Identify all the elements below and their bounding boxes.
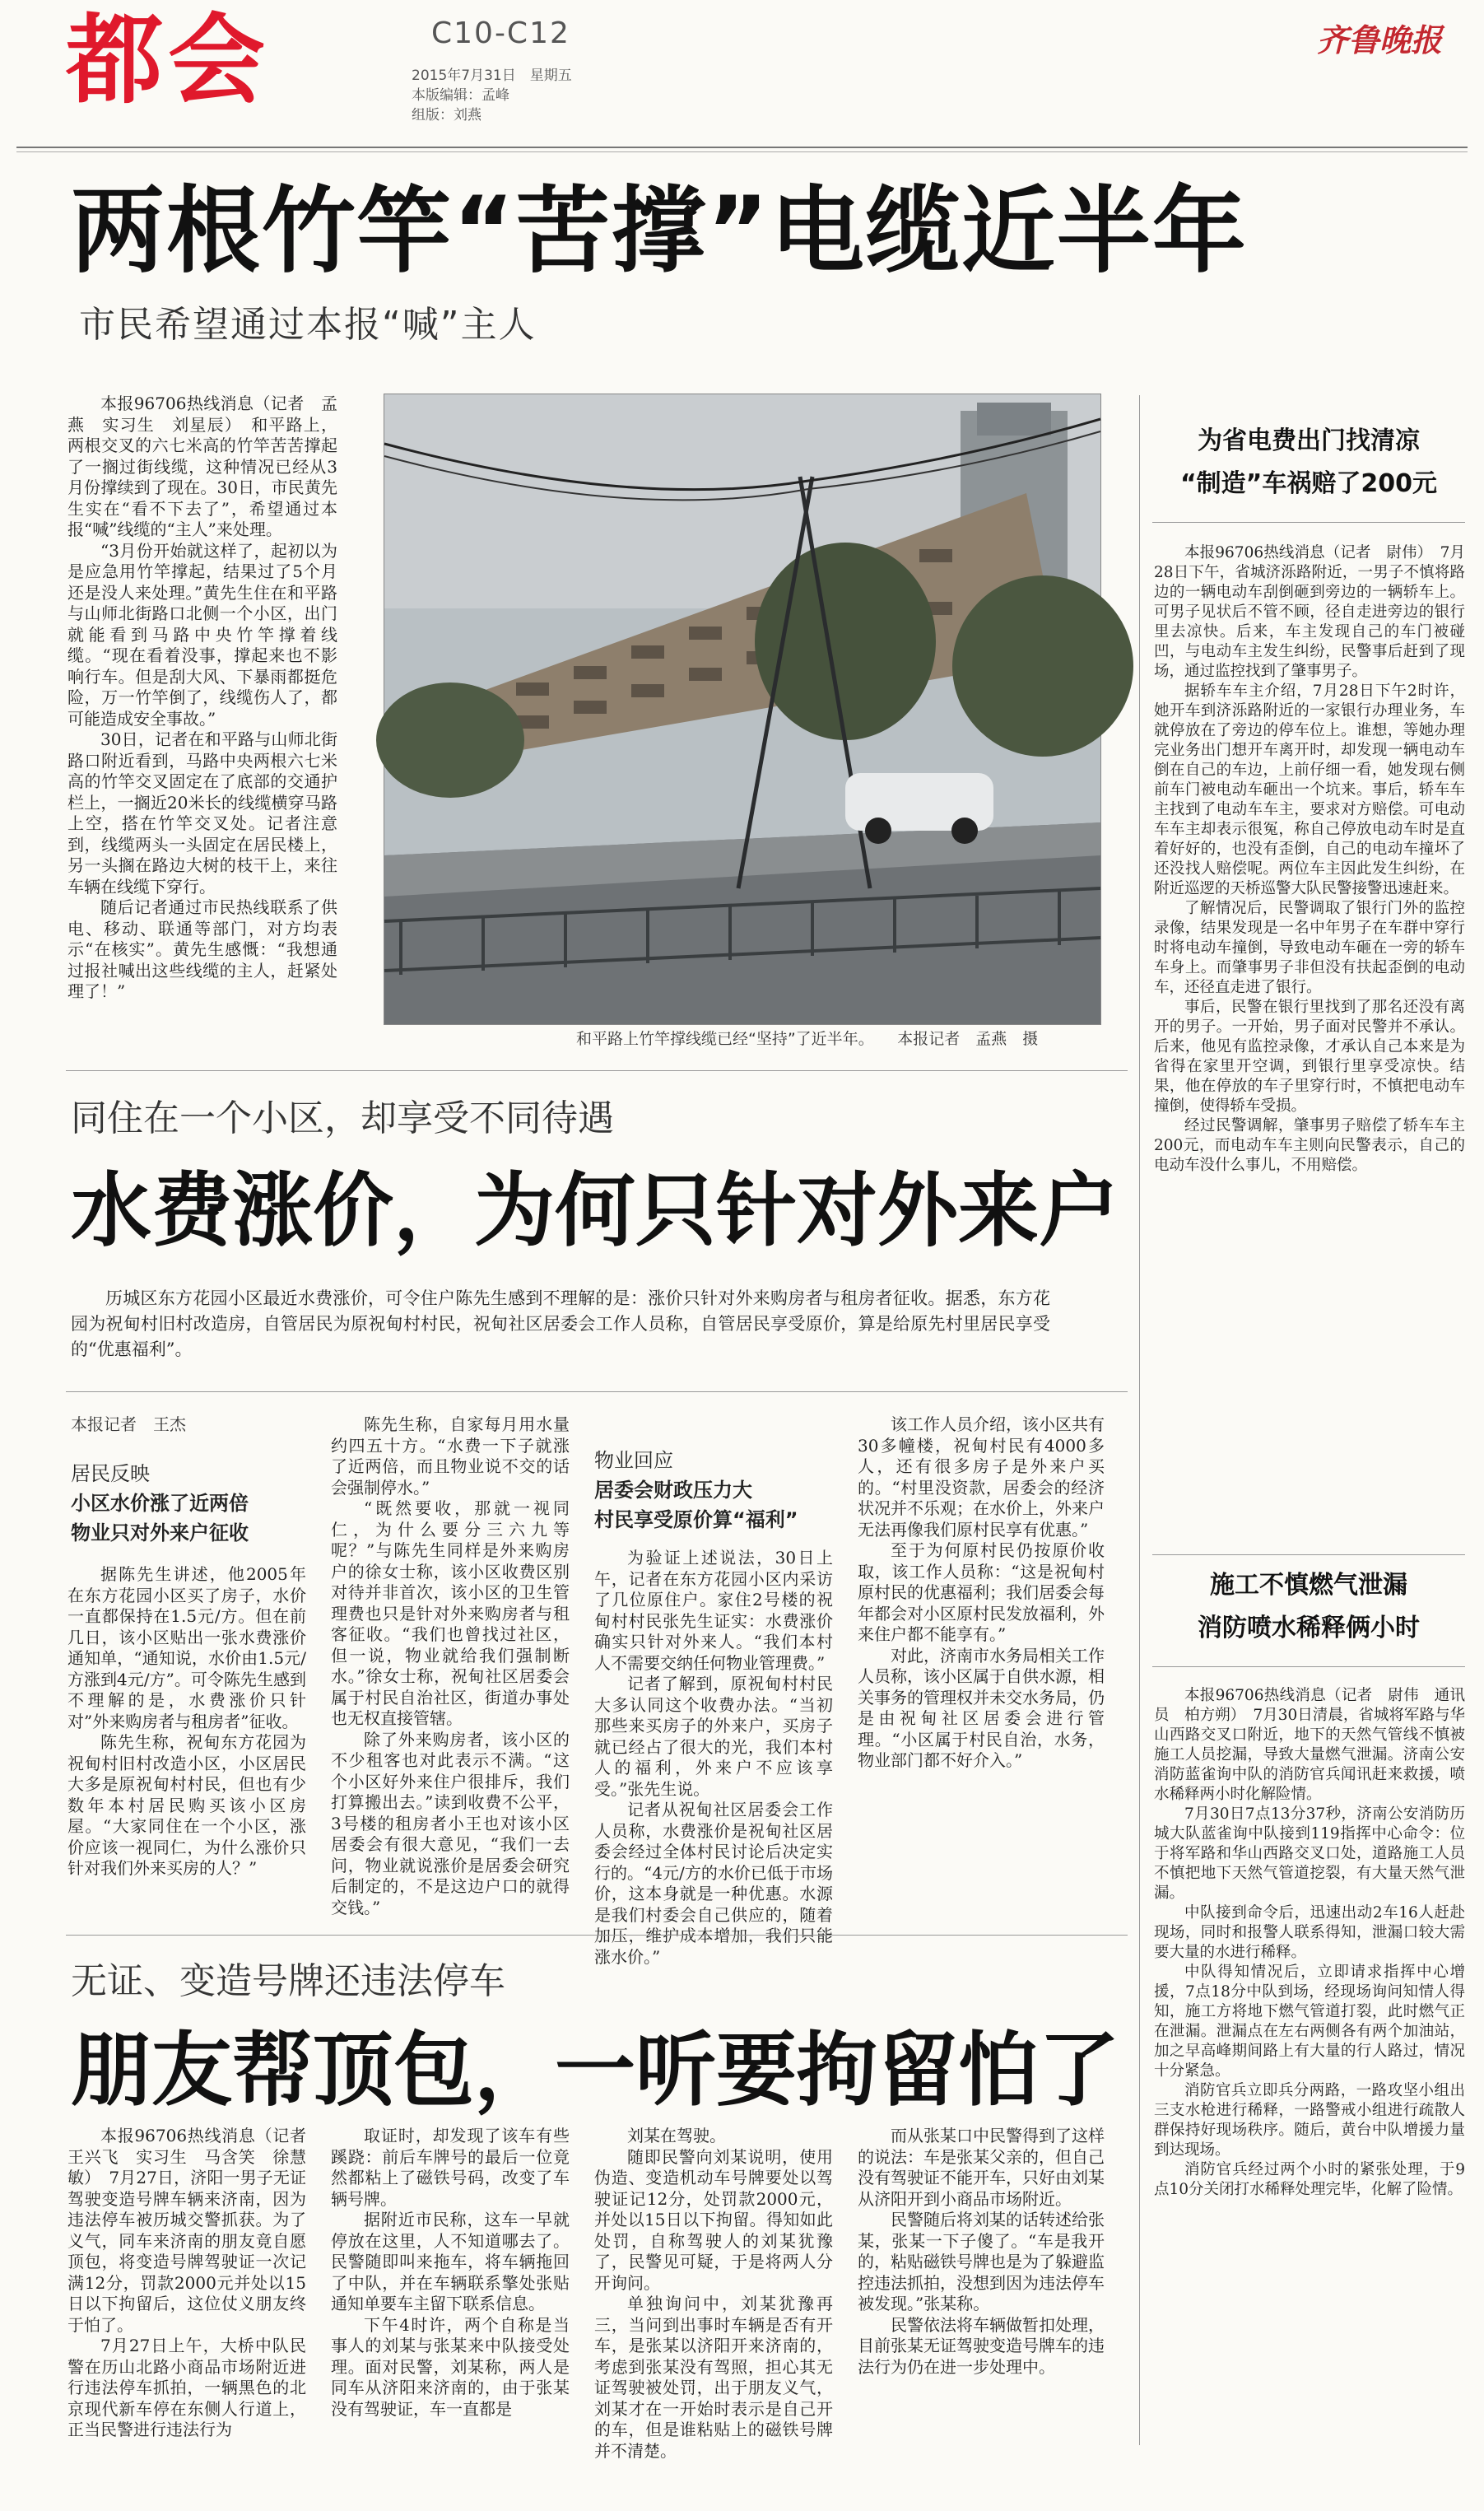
story2-paragraph: 陈先生称，自家每月用水量约四五十方。“水费一下子就涨了近两倍，而且物业说不交的话会强制停水。” bbox=[331, 1414, 570, 1498]
story3-paragraph: 刘某在驾驶。 bbox=[627, 2126, 726, 2145]
story1-paragraph: “3月份开始就这样了，起初以为是应急用竹竿撑起，结果过了5个月还是没人来处理。”黄先生住在和平路与山师北街路口北侧一个小区，出门就能看到马路中央竹竿撑着线缆。“现在看着没事，撑起来也不影响行车。但是刮大风、下暴雨都挺危险，万一竹竿倒了，线缆伤人了，都可能造成安全事故。” bbox=[67, 540, 337, 729]
story-separator bbox=[66, 1391, 1128, 1392]
story2-col2 bbox=[331, 1414, 570, 1917]
sidebar-paragraph: 据轿车车主介绍，7月28日下午2时许，她开车到济泺路附近的一家银行办理业务，车就停放在了旁边的停车位上。谁想，等她办理完业务出门想开车离开时，却发现一辆电动车倒在自己的车边，上前仔细一看，她发现右侧前车门被电动车砸出一个坑来。事后，轿车车主找到了电动车车主，要求对方赔偿。可电动车车主却表示很冤，称自己停放电动车时是直着好好的，也没有歪倒，自己的电动车撞坏了还没找人赔偿呢。两位车主因此发生纠纷，在附近巡逻的天桥巡警大队民警接警迅速赶来。 bbox=[1154, 682, 1465, 897]
story2-paragraph: 对此，济南市水务局相关工作人员称，该小区属于自供水源，相关事务的管理权并未交水务局，仍是由祝甸社区居委会进行管理。“小区属于村民自治，水务，物业部门都不好介入。” bbox=[858, 1645, 1105, 1770]
title-line: 为省电费出门找清凉 bbox=[1198, 426, 1420, 455]
subhead-line: 小区水价涨了近两倍 bbox=[71, 1492, 249, 1515]
story2-paragraph: “既然要收，那就一视同仁，为什么要分三六九等呢？”与陈先生同样是外来购房户的徐女士称，该小区收费区别对待并非首次，该小区的卫生管理费也只是针对外来购房者与租客征收。“我们也曾找过社区，但一说，物业就给我们强制断水。”徐女士称，祝甸社区居委会属于村民自治社区，街道办事处也无权直接管辖。 bbox=[331, 1498, 570, 1728]
story3-paragraph: 而从张某口中民警得到了这样的说法：车是张某父亲的，但自己没有驾驶证不能开车，只好由刘某从济阳开到小商品市场附近。 bbox=[858, 2126, 1105, 2209]
sidebar-story-a-title bbox=[1152, 420, 1465, 505]
story3-paragraph: 7月27日上午，大桥中队民警在历山北路小商品市场附近进行违法停车抓拍，一辆黑色的北京现代新车停在东侧人行道上，正当民警进行违法行为 bbox=[67, 2336, 306, 2439]
story1-subheadline: 市民希望通过本报“喊”主人 bbox=[79, 304, 537, 346]
story2-headline: 水费涨价，为何只针对外来户 bbox=[71, 1164, 1120, 1258]
subhead-label: 物业回应 bbox=[594, 1449, 673, 1472]
story1-paragraph: 30日，记者在和平路与山师北街路口附近看到，马路中央两根六七米高的竹竿交叉固定在了底部的交通护栏上，一搁近20米长的线缆横穿马路上空，搭在竹竿交叉处。记者注意到，线缆两头一头固定在居民楼上，另一头搁在路边大树的枝干上，来往车辆在线缆下穿行。 bbox=[67, 729, 337, 897]
masthead-rule-thin bbox=[16, 151, 1468, 152]
story2-kicker: 同住在一个小区，却享受不同待遇 bbox=[71, 1097, 614, 1139]
sidebar-paragraph: 经过民警调解，肇事男子赔偿了轿车车主200元，而电动车车主则向民警表示，自己的电动车没什么事儿，不用赔偿。 bbox=[1154, 1117, 1465, 1174]
story2-subhead-reaction bbox=[71, 1459, 318, 1548]
story2-paragraph: 至于为何原村民仍按原价收取，该工作人员称：“这是祝甸村原村民的优惠福利；我们居委会每年都会对小区原村民发放福利，外来住户都不能享有。” bbox=[858, 1540, 1105, 1644]
page-range: C10-C12 bbox=[431, 16, 570, 50]
story2-paragraph: 除了外来购房者，该小区的不少租客也对此表示不满。“这个小区好外来住户很排斥，我们打算搬出去。”读到收费不公平，3号楼的租房者小王也对该小区居委会有很大意见，“我们一去问，物业就说涨价是居委会研究后制定的，不是这边户口的就得交钱。” bbox=[331, 1729, 570, 1917]
sidebar-paragraph: 消防官兵经过两个小时的紧张处理，于9点10分关闭打水稀释处理完毕，化解了险情。 bbox=[1154, 2161, 1465, 2198]
subhead-line: 居委会财政压力大 bbox=[594, 1479, 752, 1502]
sidebar-paragraph: 本报96706热线消息（记者 尉伟） 7月28日下午，省城济泺路附近，一男子不慎将路边的一辆电动车刮倒砸到旁边的一辆轿车上。可男子见状后不管不顾，径自走进旁边的银行里去凉快。后来，车主发现自己的车门被碰凹，与电动车主发生纠纷，民警事后赶到了现场，通过监控找到了肇事男子。 bbox=[1154, 544, 1465, 680]
designer-credit: 组版：刘燕 bbox=[412, 107, 481, 123]
story-separator bbox=[66, 1935, 1128, 1936]
sidebar-paragraph: 本报96706热线消息（记者 尉伟 通讯员 柏方朔） 7月30日清晨，省城将军路与华山西路交叉口附近，地下的天然气管线不慎被施工人员挖漏，导致大量燃气泄漏。济南公安消防蓝雀询中队的消防官兵闻讯赶来救援，喷水稀释两小时化解险情。 bbox=[1154, 1687, 1465, 1803]
story1-headline: 两根竹竿“苦撑”电缆近半年 bbox=[71, 176, 1248, 286]
sidebar-story-b-title bbox=[1152, 1564, 1465, 1650]
subhead-label: 居民反映 bbox=[71, 1462, 150, 1485]
story2-subhead-response bbox=[594, 1446, 841, 1535]
story1-photo-caption: 和平路上竹竿撑线缆已经“坚持”了近半年。 本报记者 孟燕 摄 bbox=[576, 1030, 1039, 1048]
story2-paragraph: 该工作人员介绍，该小区共有30多幢楼，祝甸村民有4000多人，还有很多房子是外来户买的。“村里没资款，居委会的经济状况并不乐观；在水价上，外来户无法再像我们原村民享有优惠。” bbox=[858, 1414, 1105, 1540]
story3-paragraph: 据附近市民称，这车一早就停放在这里，人不知道哪去了。民警随即叫来拖车，将车辆拖回了中队，并在车辆联系擎处张贴通知单要车主留下联系信息。 bbox=[331, 2210, 570, 2313]
title-line: 消防喷水稀释俩小时 bbox=[1198, 1614, 1420, 1642]
editor-credit: 本版编辑：孟峰 bbox=[412, 87, 509, 104]
story1-photo bbox=[384, 394, 1101, 1025]
story1-paragraph: 本报96706热线消息（记者 孟燕 实习生 刘星辰） 和平路上，两根交叉的六七米高的竹竿苦苦撑起了一搁过街线缆，这种情况已经从3月份撑续到了现在。30日，市民黄先生实在“看不下去了”，希望通过本报“喊”线缆的“主人”来处理。 bbox=[67, 394, 337, 539]
story3-col3 bbox=[594, 2126, 833, 2480]
column-divider bbox=[1139, 395, 1140, 2445]
story1-paragraph: 随后记者通过市民热线联系了供电、移动、联通等部门，对方均表示“在核实”。黄先生感慨：“我想通过报社喊出这些线缆的主人，赶紧处理了！” bbox=[67, 897, 337, 1001]
title-line: “制造”车祸赔了200元 bbox=[1179, 469, 1438, 498]
story2-paragraph: 陈先生称，祝甸东方花园为祝甸村旧村改造小区，小区居民大多是原祝甸村村民，但也有少数年本村居民购买该小区房屋。“大家同住在一个小区，涨价应该一视同仁，为什么涨价只针对我们外来买房的人？” bbox=[67, 1732, 306, 1878]
story3-paragraph: 下午4时许，两个自称是当事人的刘某与张某来中队接受处理。面对民警，刘某称，两人是同车从济阳来济南的，由于张某没有驾驶证，车一直都是 bbox=[331, 2314, 570, 2419]
sidebar-paragraph: 事后，民警在银行里找到了那名还没有离开的男子。一开始，男子面对民警并不承认。后来，他见有监控录像，才承认自己本来是为省得在家里开空调，到银行里享受凉快。结果，他在停放的车子里穿行时，不慎把电动车撞倒，使得轿车受损。 bbox=[1154, 999, 1465, 1115]
story2-paragraph: 为验证上述说法，30日上午，记者在东方花园小区内采访了几位原住户。家住2号楼的祝甸村村民张先生证实：水费涨价确实只针对外来人。“我们本村人不需要交纳任何物业管理费。” bbox=[594, 1548, 833, 1673]
story2-lead: 历城区东方花园小区最近水费涨价，可令住户陈先生感到不理解的是：涨价只针对外来购房者与租房者征收。据悉，东方花园为祝甸村旧村改造房，自管居民为原祝甸村村民，祝甸社区居委会工作人员称，自管居民享受原价，算是给原先村里居民享受的“优惠福利”。 bbox=[71, 1288, 1050, 1359]
story3-headline: 朋友帮顶包，一听要拘留怕了 bbox=[71, 2024, 1120, 2117]
sidebar-paragraph: 消防官兵立即兵分两路，一路攻坚小组出三支水枪进行稀释，一路警戒小组进行疏散人群保持好现场秩序。随后，黄台中队增援力量到达现场。 bbox=[1154, 2082, 1465, 2159]
story3-col1 bbox=[67, 2126, 323, 2480]
story3-col4 bbox=[858, 2126, 1105, 2480]
section-title: 都会 bbox=[66, 3, 271, 117]
sidebar-story-b-body bbox=[1154, 1686, 1465, 2460]
story3-col2 bbox=[331, 2126, 570, 2480]
story3-paragraph: 取证时，却发现了该车有些蹊跷：前后车牌号的最后一位竟然都粘上了磁铁号码，改变了车辆号牌。 bbox=[331, 2126, 570, 2209]
story3-paragraph: 民警随后将刘某的话转述给张某，张某一下子傻了。“车是我开的，粘贴磁铁号牌也是为了躲避监控违法抓拍，没想到因为违法停车被发现。”张某称。 bbox=[858, 2210, 1105, 2313]
story3-paragraph: 民警依法将车辆做暂扣处理，目前张某无证驾驶变造号牌车的违法行为仍在进一步处理中。 bbox=[858, 2314, 1105, 2377]
street-scene-illustration bbox=[384, 394, 1100, 1024]
story2-col3 bbox=[594, 1548, 833, 1967]
story2-paragraph: 记者了解到，原祝甸村村民大多认同这个收费办法。“当初那些来买房子的外来户，买房子就已经占了很大的光，我们本村人的福利，外来户不应该享受。”张先生说。 bbox=[594, 1674, 833, 1799]
story2-paragraph: 记者从祝甸社区居委会工作人员称，水费涨价是祝甸社区居委会经过全体村民讨论后决定实行的。“4元/方的水价已低于市场价，这本身就是一种优惠。水源是我们村委会自己供应的，随着加压，维护成本增加，我们只能涨水价。” bbox=[594, 1800, 833, 1967]
sidebar-paragraph: 中队得知情况后，立即请求指挥中心增援，7点18分中队到场，经现场询问知情人得知，施工方将地下燃气管道打裂，此时燃气正在泄漏。泄漏点在左右两侧各有两个加油站，加之早高峰期间路上有大量的行人路过，情况十分紧急。 bbox=[1154, 1964, 1465, 2080]
story2-col4 bbox=[858, 1414, 1105, 1917]
story3-paragraph: 单独询问中，刘某犹豫再三，当问到出事时车辆是否有开车，是张某以济阳开来济南的，考虑到张某没有驾照，担心其无证驾驶被处罚，出于朋友义气，刘某才在一开始时表示是自己开的车，但是谁粘贴上的磁铁号牌并不清楚。 bbox=[594, 2294, 833, 2461]
issue-date: 2015年7月31日 星期五 bbox=[412, 68, 572, 84]
sidebar-separator bbox=[1152, 1554, 1465, 1555]
story3-kicker: 无证、变造号牌还违法停车 bbox=[71, 1960, 505, 2002]
sidebar-paragraph: 了解情况后，民警调取了银行门外的监控录像，结果发现是一名中年男子在车群中穿行时将电动车撞倒，导致电动车砸在一旁的轿车车身上。而肇事男子非但没有扶起歪倒的电动车，还径直走进了银行。 bbox=[1154, 900, 1465, 996]
story2-byline: 本报记者 王杰 bbox=[71, 1414, 186, 1434]
sidebar-paragraph: 7月30日7点13分37秒，济南公安消防历城大队蓝雀询中队接到119指挥中心命令：位于将军路和华山西路交叉口处，道路施工人员不慎把地下天然气管道挖裂，有大量天然气泄漏。 bbox=[1154, 1805, 1465, 1902]
story3-paragraph: 随即民警向刘某说明，使用伪造、变造机动车号牌要处以驾驶证记12分，处罚款2000元，并处以15日以下拘留。得知如此处罚，自称驾驶人的刘某犹豫了，民警见可疑，于是将两人分开询问。 bbox=[594, 2146, 833, 2293]
masthead-rule bbox=[16, 147, 1468, 148]
newspaper-logo: 齐鲁晚报 bbox=[1317, 21, 1443, 58]
story-separator bbox=[66, 1070, 1128, 1071]
story3-paragraph: 本报96706热线消息（记者 王兴飞 实习生 马含笑 徐慧敏） 7月27日，济阳一男子无证驾驶变造号牌车辆来济南，因为违法停车被历城交警抓获。为了义气，同车来济南的朋友竟自愿顶包，将变造号牌驾驶证一次记满12分，罚款2000元并处以15日以下拘留后，这位仗义朋友终于怕了。 bbox=[67, 2126, 323, 2335]
sidebar-paragraph: 中队接到命令后，迅速出动2车16人赶赴现场，同时和报警人联系得知，泄漏口较大需要大量的水进行稀释。 bbox=[1154, 1904, 1465, 1961]
story2-col1 bbox=[67, 1564, 306, 1918]
sidebar-separator bbox=[1152, 522, 1465, 523]
title-line: 施工不慎燃气泄漏 bbox=[1210, 1571, 1407, 1600]
sidebar-story-a-body bbox=[1154, 543, 1465, 1531]
subhead-line: 村民享受原价算“福利” bbox=[594, 1508, 798, 1531]
sidebar-separator bbox=[1152, 1666, 1465, 1667]
story2-paragraph: 据陈先生讲述，他2005年在东方花园小区买了房子，水价一直都保持在1.5元/方。但在前几日，该小区贴出一张水费涨价通知单，“通知说，水价由1.5元/方涨到4元/方”。可令陈先生感到不理解的是，水费涨价只针对”外来购房者与租房者”征收。 bbox=[67, 1564, 306, 1731]
story1-body bbox=[67, 394, 337, 1044]
subhead-line: 物业只对外来户征收 bbox=[71, 1521, 249, 1544]
